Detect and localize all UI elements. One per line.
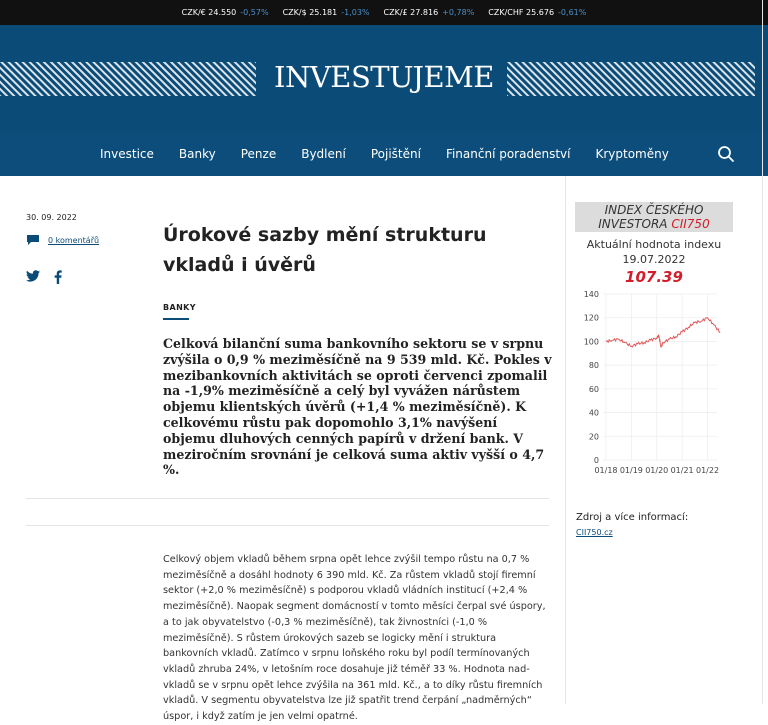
nav-item-bydleni[interactable]: Bydlení [301, 146, 346, 161]
article-date: 30. 09. 2022 [26, 213, 77, 222]
index-value: 107.39 [625, 268, 683, 286]
category-tag[interactable]: BANKY [163, 303, 196, 312]
nav-item-financni-poradenstvi[interactable]: Finanční poradenství [445, 146, 571, 161]
chart-x-tick-label: 01/18 [594, 466, 618, 475]
main-navigation [0, 131, 768, 176]
chart-y-tick-label: 20 [588, 432, 599, 442]
facebook-icon[interactable] [54, 270, 62, 284]
divider [26, 498, 549, 499]
chart-y-tick-label: 140 [583, 290, 599, 299]
chart-y-tick-label: 120 [583, 313, 599, 323]
index-chart [575, 286, 735, 478]
chart-y-tick-label: 0 [593, 456, 599, 465]
index-date: 19.07.2022 [622, 253, 686, 266]
chart-y-tick-label: 100 [583, 337, 599, 347]
chart-y-tick-label: 40 [588, 408, 599, 418]
ticker-item: CZK/CHF 25.676 -0,61% [488, 8, 587, 17]
twitter-icon[interactable] [26, 270, 40, 282]
article-lead: Celková bilanční suma bankovního sektoru se v srpnu zvýšila o 0,9 % meziměsíčně na 9 539 mld. Kč. Pokles v mezibankovních aktivitách se oproti červenci zpomalil na -1,9% meziměsíčně a celý byl vyvážen nárůstem objemu klientských úvěrů (+1,4 % meziměsíčně). K celkovému růstu pak dopomohlo 3,1% navýšení objemu dluhových cenných papírů v držení bank. V meziročním srovnání je celková suma aktiv vyšší o 4,7 %. [163, 336, 552, 478]
social-share [26, 270, 62, 284]
source-label: Zdroj a více informací: [576, 512, 689, 523]
chart-x-tick-label: 01/21 [670, 466, 694, 475]
nav-item-pojisteni[interactable]: Pojištění [370, 146, 421, 161]
index-caption: Aktuální hodnota indexu [586, 238, 722, 251]
source-link[interactable]: CII750.cz [576, 528, 613, 537]
article-body: Celkový objem vkladů během srpna opět lehce zvýšil tempo růstu na 0,7 % meziměsíčně a dosáhl hodnoty 6 390 mld. Kč. Za růstem vkladů stojí firemní sektor (+2,0 % meziměsíčně) s podporou vkladů vládních institucí (+2,4 % meziměsíčně). Naopak segment domácností v tomto měsíci čerpal své úspory, a to jak obyvatelstvo (-0,3 % meziměsíčně), tak živnostníci (-1,0 % meziměsíčně). S růstem úrokových sazeb se logicky mění i struktura bankovních vkladů. Zatímco v srpnu loňského roku byl podíl termínovaných vkladů zhruba 24%, v letošním roce dosahuje již téměř 33 %. Hodnota nad-vkladů se v srpnu opět lehce zvýšila na 361 mld. Kč., a to díky růstu firemních vkladů. V segmentu obyvatelstva lze již spatřit trend čerpání „nadměrných“ úspor, i když zatím je jen velmi opatrné. [163, 554, 546, 723]
header-stripes-right [507, 62, 755, 96]
chart-x-tick-label: 01/19 [619, 466, 643, 475]
index-widget-title: INDEX ČESKÉHO INVESTORA CII750 [575, 202, 733, 232]
currency-ticker [0, 0, 768, 25]
ticker-item: CZK/€ 24.550 -0,57% [181, 8, 269, 17]
comment-icon [26, 234, 40, 246]
chart-y-tick-label: 80 [588, 361, 599, 371]
category-underline [163, 318, 189, 320]
index-widget-accent: CII750 [671, 217, 710, 231]
nav-item-penze[interactable]: Penze [240, 146, 277, 161]
chart-x-tick-label: 01/22 [695, 466, 720, 475]
sidebar-divider [565, 176, 566, 704]
chart-series-line [606, 318, 720, 348]
site-logo[interactable]: INVESTUJEME [274, 60, 494, 94]
chart-x-tick-label: 01/20 [645, 466, 669, 475]
chart-y-tick-label: 60 [588, 384, 599, 394]
page-edge-divider [762, 0, 763, 704]
nav-item-kryptomeny[interactable]: Kryptoměny [595, 146, 669, 161]
comments-link-group[interactable] [26, 234, 99, 246]
nav-item-investice[interactable]: Investice [100, 146, 154, 161]
ticker-item: CZK/£ 27.816 +0,78% [383, 8, 475, 17]
article-title: Úrokové sazby mění strukturu vkladů i úvěrů [163, 224, 487, 276]
divider [26, 525, 549, 526]
site-header [0, 25, 768, 131]
nav-item-banky[interactable]: Banky [178, 146, 216, 161]
search-icon[interactable] [717, 145, 735, 163]
ticker-item: CZK/$ 25.181 -1,03% [282, 8, 370, 17]
comments-link[interactable]: 0 komentářů [48, 235, 100, 245]
